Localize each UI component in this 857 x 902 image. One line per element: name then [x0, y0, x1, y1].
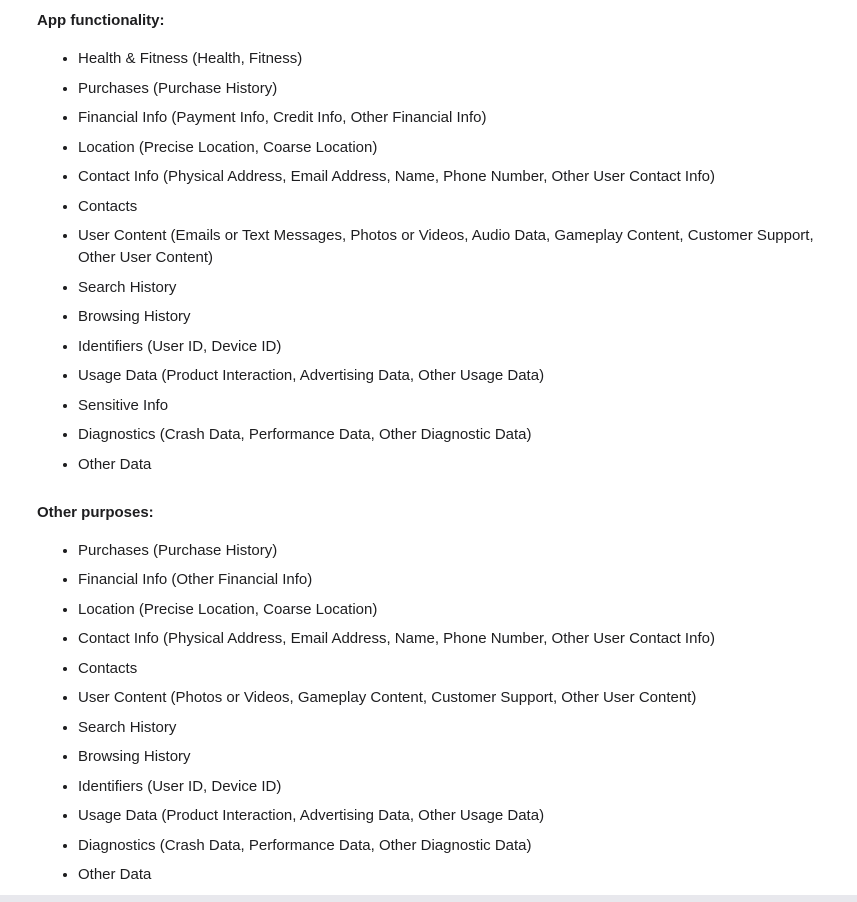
section-heading-other-purposes: Other purposes:	[37, 503, 154, 521]
footer-strip	[0, 895, 857, 902]
section-heading-app-functionality: App functionality:	[37, 12, 165, 29]
list-item: • Browsing History	[78, 306, 820, 328]
list-item: • Identifiers (User ID, Device ID)	[78, 336, 820, 358]
list-item: • Location (Precise Location, Coarse Location)	[78, 137, 820, 159]
list-item: • Diagnostics (Crash Data, Performance Data, Other Diagnostic Data)	[78, 835, 820, 857]
list-item: • Financial Info (Payment Info, Credit Info, Other Financial Info)	[78, 107, 820, 129]
section-other-purposes	[37, 502, 820, 887]
list-item: • Usage Data (Product Interaction, Advertising Data, Other Usage Data)	[78, 805, 820, 827]
data-type-list-app-functionality	[37, 48, 820, 476]
list-item: • Purchases (Purchase History)	[78, 78, 820, 100]
list-item: • Purchases (Purchase History)	[78, 540, 820, 562]
list-item: • User Content (Emails or Text Messages, Photos or Videos, Audio Data, Gameplay Content, Customer Support, Other User Content)	[78, 225, 820, 269]
list-item: • Other Data	[78, 454, 820, 476]
list-item: • Sensitive Info	[78, 395, 820, 417]
data-type-list-other-purposes	[37, 540, 820, 887]
list-item: • Health & Fitness (Health, Fitness)	[78, 48, 820, 70]
list-item: • User Content (Photos or Videos, Gameplay Content, Customer Support, Other User Content)	[78, 687, 820, 709]
list-item: • Identifiers (User ID, Device ID)	[78, 776, 820, 798]
list-item: • Contacts	[78, 658, 820, 680]
list-item: • Contact Info (Physical Address, Email Address, Name, Phone Number, Other User Contact Info)	[78, 166, 820, 188]
list-item: • Browsing History	[78, 746, 820, 768]
list-item: • Financial Info (Other Financial Info)	[78, 569, 820, 591]
list-item: • Location (Precise Location, Coarse Location)	[78, 599, 820, 621]
list-item: • Contact Info (Physical Address, Email Address, Name, Phone Number, Other User Contact Info)	[78, 628, 820, 650]
list-item: • Diagnostics (Crash Data, Performance Data, Other Diagnostic Data)	[78, 424, 820, 446]
section-app-functionality	[37, 10, 820, 476]
list-item: • Search History	[78, 717, 820, 739]
list-item: • Search History	[78, 277, 820, 299]
list-item: • Other Data	[78, 864, 820, 886]
list-item: • Usage Data (Product Interaction, Advertising Data, Other Usage Data)	[78, 365, 820, 387]
list-item: • Contacts	[78, 196, 820, 218]
